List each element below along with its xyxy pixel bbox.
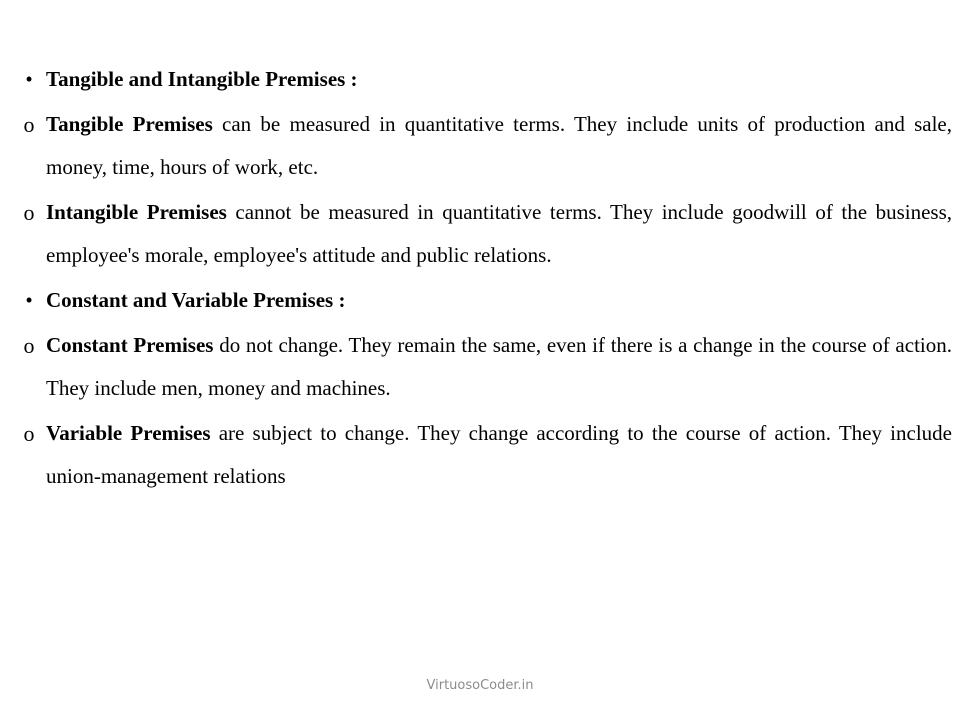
bold-term: Variable Premises: [46, 421, 211, 445]
list-item-constant-variable-heading: [12, 279, 952, 322]
list-item-text: [46, 412, 952, 498]
sub-bullet-marker: o: [23, 112, 35, 137]
bold-term: Constant Premises: [46, 333, 214, 357]
bold-term: Tangible Premises: [46, 112, 213, 136]
bold-term: Intangible Premises: [46, 200, 227, 224]
bullet-marker: •: [25, 67, 33, 91]
bullet-marker: •: [25, 288, 33, 312]
sub-bullet-marker: o: [23, 200, 35, 225]
list-item-variable-premises: [12, 412, 952, 498]
list-item-text: [46, 324, 952, 410]
list-item-tangible-intangible-heading: [12, 58, 952, 101]
item-description: cannot be measured in quantitative terms. They include goodwill of the business, employee's morale, employee's attitude and public relations.: [46, 200, 953, 267]
item-description: can be measured in quantitative terms. They include units of production and sale, money, time, hours of work, etc.: [46, 112, 952, 179]
list-item-text: [46, 279, 952, 322]
list-item-tangible-premises: [12, 103, 952, 189]
item-description: are subject to change. They change according to the course of action. They include union-management relations: [46, 421, 952, 488]
footer-watermark: VirtuosoCoder.in: [426, 678, 534, 693]
sub-bullet-marker: o: [23, 333, 35, 358]
sub-bullet-marker: o: [23, 421, 35, 446]
bold-term: Constant and Variable Premises :: [46, 288, 346, 312]
list-item-text: [46, 191, 952, 277]
bold-term: Tangible and Intangible Premises :: [46, 67, 358, 91]
list-item-text: [46, 103, 952, 189]
list-item-intangible-premises: [12, 191, 952, 277]
list-item-text: [46, 58, 952, 101]
bullet-list: [12, 58, 952, 500]
list-item-constant-premises: [12, 324, 952, 410]
item-description: do not change. They remain the same, even if there is a change in the course of action. They include men, money and machines.: [46, 333, 952, 400]
